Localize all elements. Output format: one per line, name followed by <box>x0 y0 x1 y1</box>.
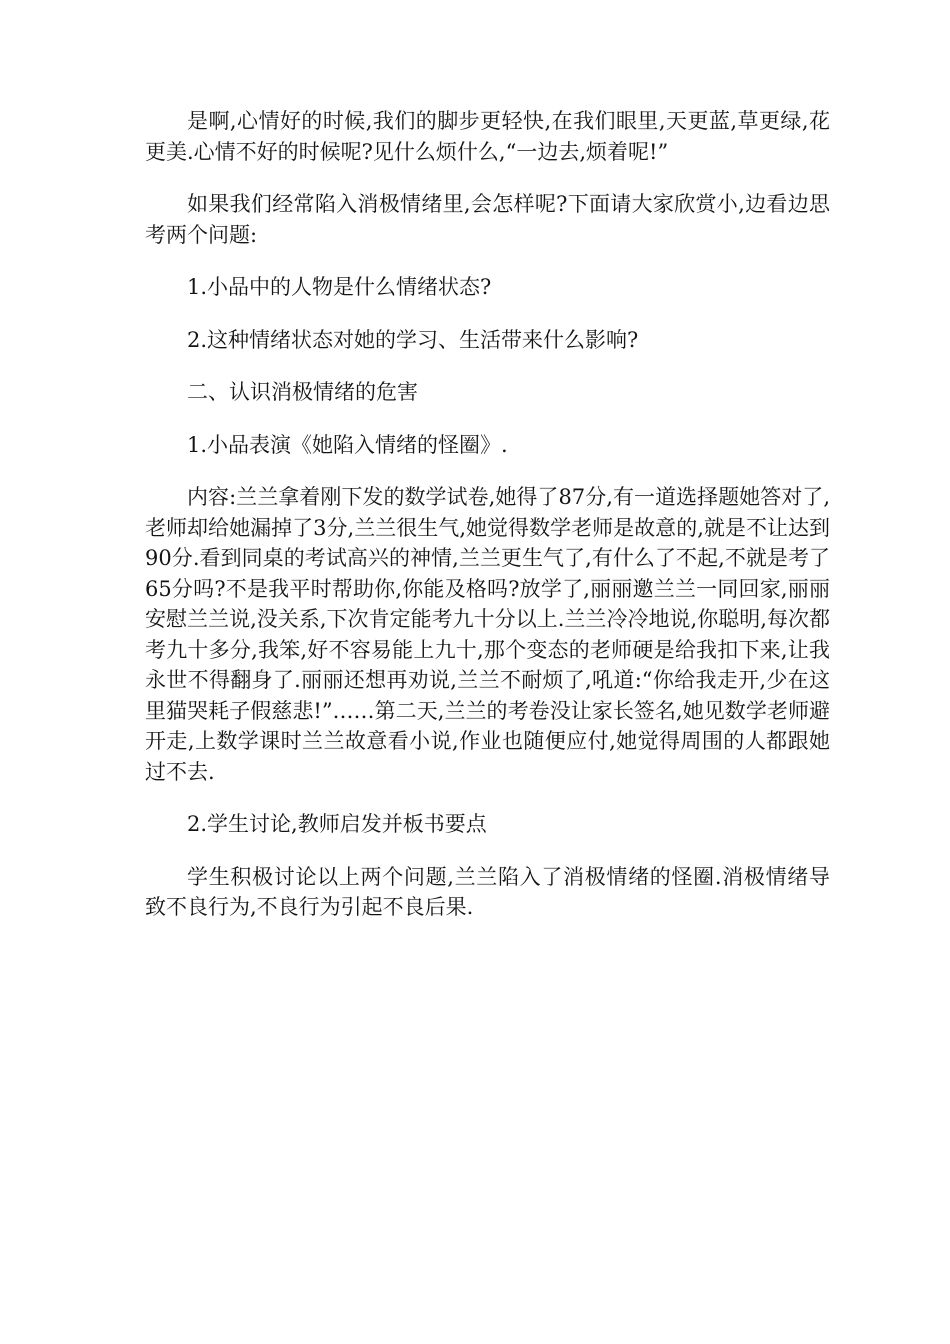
question-1: 1.小品中的人物是什么情绪状态? <box>187 275 492 299</box>
paragraph-mood-intro: 是啊,心情好的时候,我们的脚步更轻快,在我们眼里,天更蓝,草更绿,花更美.心情不好的时候呢?见什么烦什么,“一边去,烦着呢!” <box>145 109 830 164</box>
section-heading: 二、认识消极情绪的危害 <box>187 380 418 404</box>
document-page <box>145 106 830 945</box>
question-2: 2.这种情绪状态对她的学习、生活带来什么影响? <box>187 327 639 352</box>
step-2-discussion: 2.学生讨论,教师启发并板书要点 <box>187 812 487 836</box>
step-1-skit: 1.小品表演《她陷入情绪的怪圈》. <box>187 432 508 457</box>
paragraph-question-prompt: 如果我们经常陷入消极情绪里,会怎样呢?下面请大家欣赏小,边看边思考两个问题: <box>145 192 830 247</box>
paragraph-skit-content: 内容:兰兰拿着刚下发的数学试卷,她得了87分,有一道选择题她答对了,老师却给她漏掉了3分,兰兰很生气,她觉得数学老师是故意的,就是不让达到90分.看到同桌的考试高兴的神情,兰兰更生气了,有什么了不起,不就是考了65分吗?不是我平时帮助你,你能及格吗?放学了,丽丽邀兰兰一同回家,丽丽安慰兰兰说,没关系,下次肯定能考九十分以上.兰兰冷冷地说,你聪明,每次都考九十多分,我笨,好不容易能上九十,那个变态的老师硬是给我扣下来,让我永世不得翻身了.丽丽还想再劝说,兰兰不耐烦了,吼道:“你给我走开,少在这里猫哭耗子假慈悲!”……第二天,兰兰的考卷没让家长签名,她见数学老师避开走,上数学课时兰兰故意看小说,作业也随便应付,她觉得周围的人都跟她过不去. <box>145 485 830 784</box>
paragraph-conclusion: 学生积极讨论以上两个问题,兰兰陷入了消极情绪的怪圈.消极情绪导致不良行为,不良行为引起不良后果. <box>145 864 830 919</box>
